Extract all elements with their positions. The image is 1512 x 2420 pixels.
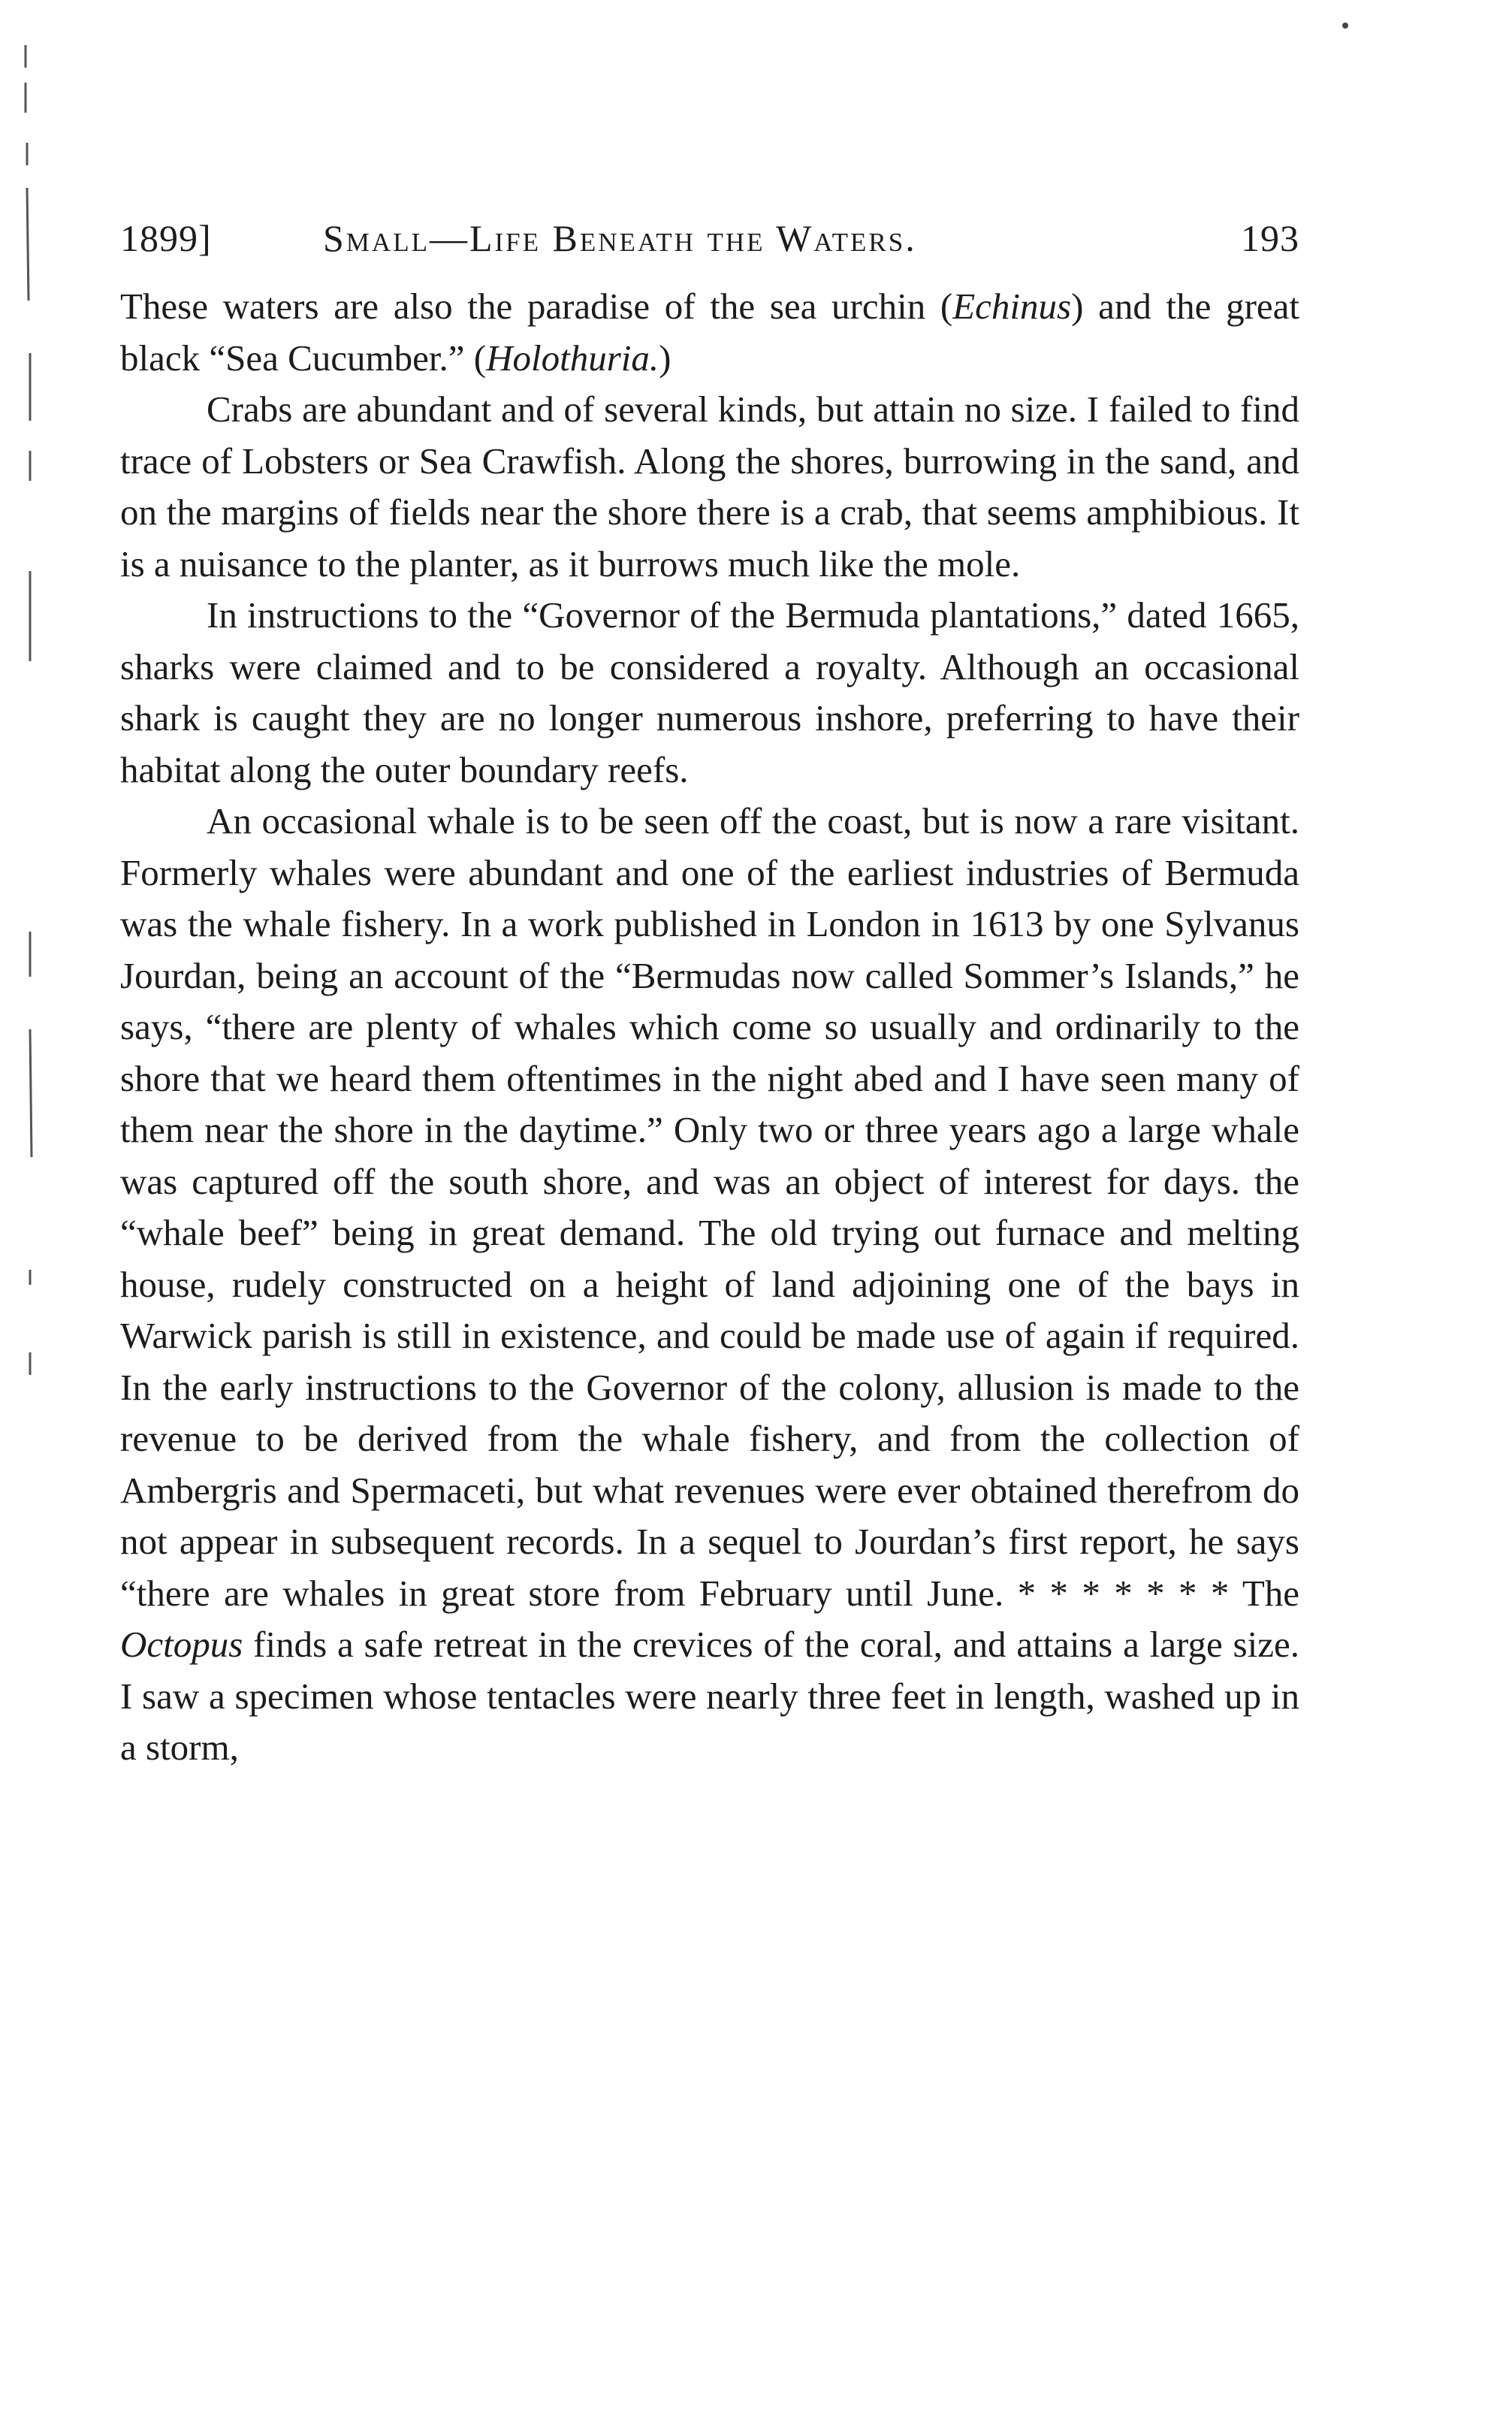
text-run: finds a safe retreat in the crevices of the coral, and attains a large size. I saw a specimen whose tentacles were nearly three feet in length, washed up in a storm,: [120, 1624, 1299, 1768]
text-run: An occasional whale is to be seen off the coast, but is now a rare visitant. Formerly whales were abundant and one of the earliest industries of Bermuda was the whale fishery. In a work published in London in 1613 by one Sylvanus Jourdan, being an account of the “Bermudas now called Sommer’s Islands,” he says, “there are plenty of whales which come so usually and ordinarily to the shore that we heard them oftentimes in the night abed and I have seen many of them near the shore in the daytime.” Only two or three years ago a large whale was captured off the south shore, and was an object of interest for days. the “whale beef” being in great demand. The old trying out furnace and melting house, rudely constructed on a height of land adjoining one of the bays in Warwick parish is still in existence, and could be made use of again if required. In the early instructions to the Governor of the colony, allusion is made to the revenue to be derived from the whale fishery, and from the collection of Ambergris and Spermaceti, but what revenues were ever obtained therefrom do not appear in subsequent records. In a sequel to Jourdan’s first report, he says “there are whales in great store from February until June. * * * * * * * The: [120, 800, 1299, 1614]
text-run: ) and the great black “Sea Cucumber.” (: [120, 286, 1299, 379]
paragraph: [120, 796, 1299, 1774]
body-text: [120, 281, 1299, 1774]
paragraph: [120, 281, 1299, 384]
running-head: [120, 210, 1299, 266]
paragraph: [120, 590, 1299, 796]
text-run: These waters are also the paradise of the sea urchin (: [120, 286, 953, 327]
running-head-title: Small—Life Beneath the Waters.: [323, 217, 917, 259]
paragraph: [120, 384, 1299, 590]
book-page: [120, 210, 1299, 1774]
italic-term: Echinus: [952, 286, 1072, 327]
italic-term: Holothuria.: [486, 337, 659, 379]
scan-speck: [1342, 23, 1348, 29]
running-head-year: 1899]: [120, 217, 212, 259]
italic-term: Octopus: [120, 1624, 243, 1665]
text-run: ): [659, 337, 671, 379]
page-number: 193: [1241, 217, 1299, 259]
text-run: In instructions to the “Governor of the Bermuda plantations,” dated 1665, sharks were claimed and to be considered a royalty. Although an occasional shark is caught they are no longer numerous inshore, preferring to have their habitat along the outer boundary reefs.: [120, 594, 1299, 790]
gutter-scan-marks: [0, 0, 45, 2420]
text-run: Crabs are abundant and of several kinds, but attain no size. I failed to find trace of Lobsters or Sea Crawfish. Along the shores, burrowing in the sand, and on the margins of fields near the shore there is a crab, that seems amphibious. It is a nuisance to the planter, as it burrows much like the mole.: [120, 388, 1299, 585]
